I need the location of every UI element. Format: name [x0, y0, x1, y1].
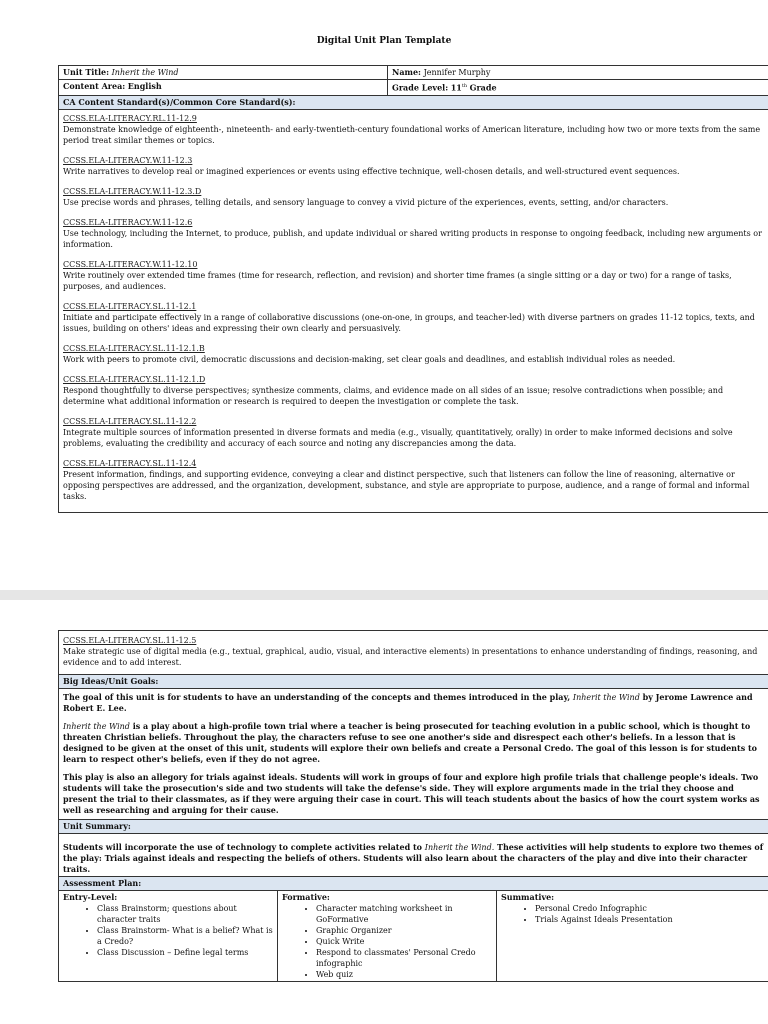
standard-text: Make strategic use of digital media (e.g., textual, graphical, audio, visual, and interactive elements) in presentations to enhance understanding of findings, reasoning, and evidence and to add interest. [63, 647, 758, 667]
grade-level-suffix: th [461, 83, 468, 89]
standard-text: Write routinely over extended time frames (time for research, reflection, and revision) and shorter time frames (a single sitting or a day or two) for a range of tasks, purposes, and audiences. [63, 270, 732, 291]
entry-level-label: Entry-Level: [63, 892, 118, 902]
entry-level-cell [59, 891, 278, 982]
standard-item [63, 113, 765, 146]
name-value: Jennifer Murphy [423, 68, 491, 77]
big-ideas-paragraph-3: This play is also an allegory for trials against ideals. Students will work in groups of four and explore high profile trials that challenge people's ideals. Two students will take the prosecution's side and two students will take the defense's side. They will explore arguments made in the trial they choose and present the trial to their classmates, as if they were arguing their case in court. This will teach students about the basics of how the court system works as well as researching and arguing for their cause. [63, 772, 760, 815]
standard-code: CCSS.ELA-LITERACY.W.11-12.3.D [63, 186, 202, 196]
standard-code: CCSS.ELA-LITERACY.SL.11-12.5 [63, 636, 197, 645]
summative-list [501, 903, 765, 925]
grade-level-label: Grade Level: [392, 82, 449, 93]
standard-code: CCSS.ELA-LITERACY.SL.11-12.1 [63, 301, 197, 311]
standard-code: CCSS.ELA-LITERACY.SL.11-12.1.D [63, 374, 206, 384]
standard-item [63, 416, 765, 449]
standard-code: CCSS.ELA-LITERACY.SL.11-12.2 [63, 416, 197, 426]
standard-item [63, 217, 765, 250]
grade-level-value: 11 [450, 82, 462, 93]
summative-item: • Personal Credo Infographic [535, 903, 765, 914]
standard-code: CCSS.ELA-LITERACY.W.11-12.6 [63, 217, 193, 227]
unit-plan-table [58, 65, 768, 513]
summative-label: Summative: [501, 892, 555, 902]
big-ideas-paragraph-2: Inherit the Wind is a play about a high-profile town trial where a teacher is being prosecuted for teaching evolution in a public school, which is thought to threaten Christian beliefs. Throughout the play, the characters refuse to see one another's side and disrespect each other's beliefs. In a lesson that is designed to be given at the onset of this unit, students will explore their own beliefs and create a Personal Credo. The goal of this lesson is for students to learn to respect other's beliefs, even if they do not agree. [63, 721, 758, 764]
page-2 [0, 600, 768, 1024]
standard-text: Initiate and participate effectively in a range of collaborative discussions (one-on-one, in groups, and teacher-led) with diverse partners on grades 11-12 topics, texts, and issues, building on others' ideas and expressing their own clearly and persuasively. [63, 312, 755, 333]
unit-title-value: Inherit the Wind [111, 68, 179, 77]
big-ideas-paragraph-1: The goal of this unit is for students to have an understanding of the concepts and themes introduced in the play, Inherit the Wind by Jerome Lawrence and Robert E. Lee. [63, 692, 753, 713]
standard-text: Work with peers to promote civil, democratic discussions and decision-making, set clear goals and deadlines, and establish individual roles as needed. [63, 354, 676, 364]
summative-item: • Trials Against Ideals Presentation [535, 914, 765, 925]
formative-item: • Graphic Organizer [316, 925, 492, 936]
entry-level-item: • Class Brainstorm- What is a belief? What is a Credo? [97, 925, 273, 947]
standard-item [63, 374, 765, 407]
formative-item: • Web quiz [316, 969, 492, 980]
content-area-value: English [127, 81, 162, 91]
standard-code: CCSS.ELA-LITERACY.SL.11-12.4 [63, 458, 197, 468]
unit-summary-header: Unit Summary: [59, 820, 768, 834]
unit-summary-cell [59, 834, 768, 877]
entry-level-item: • Class Brainstorm; questions about character traits [97, 903, 273, 925]
formative-item: • Quick Write [316, 936, 492, 947]
entry-level-list [63, 903, 273, 958]
standard-text: Integrate multiple sources of information presented in diverse formats and media (e.g., visually, quantitatively, orally) in order to make informed decisions and solve problems, evaluating the credibility and accuracy of each source and noting any discrepancies among the data. [63, 427, 733, 448]
standard-item [63, 301, 765, 334]
standard-item [63, 259, 765, 292]
grade-level-cell [388, 80, 768, 96]
standard-text: Respond thoughtfully to diverse perspectives; synthesize comments, claims, and evidence made on all sides of an issue; resolve contradictions when possible; and determine what additional information or research is required to deepen the investigation or complete the task. [63, 385, 724, 406]
big-ideas-header: Big Ideas/Unit Goals: [59, 675, 768, 689]
assessment-header: Assessment Plan: [59, 877, 768, 891]
standard-code: CCSS.ELA-LITERACY.W.11-12.10 [63, 259, 198, 269]
grade-level-word: Grade [469, 82, 497, 93]
content-area-cell [59, 80, 388, 96]
standard-item [63, 458, 765, 502]
standard-text: Write narratives to develop real or imagined experiences or events using effective technique, well-chosen details, and well-structured event sequences. [63, 166, 680, 176]
formative-cell [278, 891, 497, 982]
formative-label: Formative: [282, 892, 330, 902]
unit-title-label: Unit Title: [63, 67, 110, 77]
standard-text: Demonstrate knowledge of eighteenth-, nineteenth- and early-twentieth-century foundational works of American literature, including how two or more texts from the same period treat similar themes or topics. [63, 124, 761, 145]
standards-list [63, 113, 765, 502]
standard-item [63, 343, 765, 365]
content-area-label: Content Area: [63, 81, 126, 91]
document-title: Digital Unit Plan Template [316, 36, 452, 46]
big-ideas-cell [59, 689, 768, 820]
standards-header: CA Content Standard(s)/Common Core Standard(s): [59, 95, 768, 109]
formative-item: • Respond to classmates' Personal Credo infographic [316, 947, 492, 969]
standard-item [63, 186, 765, 208]
standard-continued-cell [59, 631, 768, 675]
unit-summary-text: Students will incorporate the use of technology to complete activities related to Inherit the Wind. These activities will help students to explore two themes of the play: Trials against ideals and respecting the beliefs of others. Students will also learn about the characters of the play and dive into their character traits. [63, 842, 764, 874]
formative-item: • Character matching worksheet in GoFormative [316, 903, 492, 925]
unit-title-cell [59, 66, 388, 80]
unit-plan-table-continued [58, 630, 768, 982]
name-cell [388, 66, 768, 80]
standard-code: CCSS.ELA-LITERACY.RL.11-12.9 [63, 113, 197, 123]
standard-text: Present information, findings, and supporting evidence, conveying a clear and distinct perspective, such that listeners can follow the line of reasoning, alternative or opposing perspectives are addressed, and the organization, development, substance, and style are appropriate to purpose, audience, and a range of formal and informal tasks. [63, 469, 750, 501]
standards-cell [59, 109, 768, 512]
standard-code: CCSS.ELA-LITERACY.SL.11-12.1.B [63, 343, 205, 353]
name-label: Name: [392, 67, 422, 77]
formative-list [282, 903, 492, 980]
summative-cell [497, 891, 768, 982]
standard-text: Use technology, including the Internet, to produce, publish, and update individual or shared writing products in response to ongoing feedback, including new arguments or information. [63, 228, 762, 249]
entry-level-item: • Class Discussion – Define legal terms [97, 947, 273, 958]
standard-code: CCSS.ELA-LITERACY.W.11-12.3 [63, 155, 193, 165]
standard-item [63, 155, 765, 177]
standard-text: Use precise words and phrases, telling details, and sensory language to convey a vivid picture of the experiences, events, setting, and/or characters. [63, 197, 669, 207]
